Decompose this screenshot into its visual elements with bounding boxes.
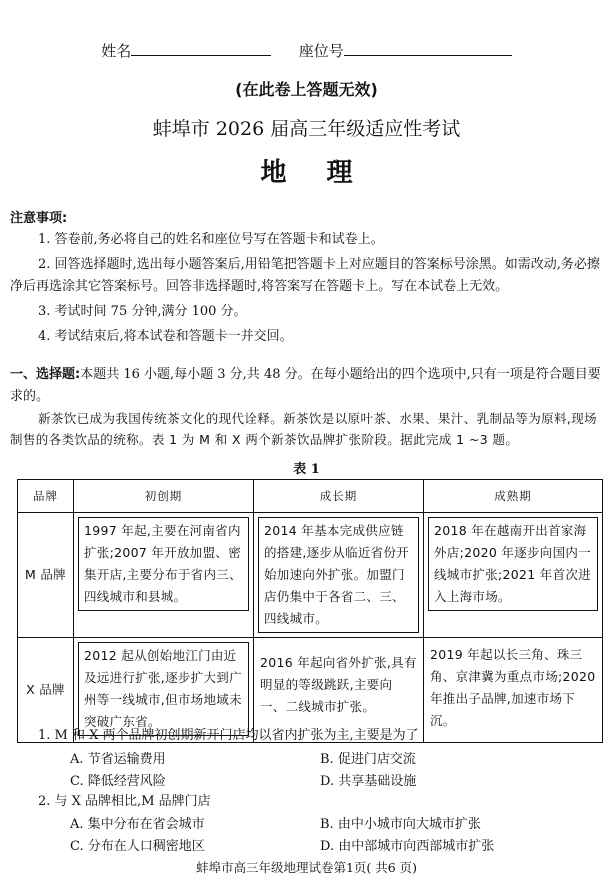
table-row xyxy=(18,513,603,638)
table-header: 品牌 xyxy=(18,480,74,513)
question-stem: 2. 与 X 品牌相比,M 品牌门店 xyxy=(38,794,211,809)
brand-cell: M 品牌 xyxy=(18,513,74,638)
cell-text: 1997 年起,主要在河南省内扩张;2007 年开放加盟、密集开店,主要分布于省内三、四线城市和县城。 xyxy=(78,517,249,611)
option-1c: C. 降低经营风险 xyxy=(70,774,166,789)
question-2 xyxy=(38,792,603,812)
material-text: 新茶饮已成为我国传统茶文化的现代诠释。新茶饮是以原叶茶、水果、果汁、乳制品等为原料,现场制售的各类饮品的统称。表 1 为 M 和 X 两个新茶饮品牌扩张阶段。据此完成 1 ~3 题。 xyxy=(10,411,598,447)
table-caption: 表 1 xyxy=(293,462,320,477)
brand-cell: X 品牌 xyxy=(18,638,74,743)
cell-text: 2014 年基本完成供应链的搭建,逐步从临近省份开始加速向外扩张。加盟门店仍集中于各省二、三、四线城市。 xyxy=(258,517,419,633)
cell-text: 2019 年起以长三角、珠三角、京津冀为重点市场;2020 年推出子品牌,加速市场下沉。 xyxy=(430,647,596,728)
expansion-table xyxy=(17,479,603,743)
notice-heading: 注意事项: xyxy=(10,211,68,226)
section-lead: 一、选择题: xyxy=(10,367,81,382)
option-2c: C. 分布在人口稠密地区 xyxy=(70,839,205,854)
notice-item: 2. 回答选择题时,选出每小题答案后,用铅笔把答题卡上对应题目的答案标号涂黑。如需改动,务必擦净后再选涂其它答案标号。回答非选择题时,将答案写在答题卡上。写在本试卷上无效。 xyxy=(10,257,600,294)
notice-list xyxy=(10,229,600,348)
option-2a: A. 集中分布在省会城市 xyxy=(70,817,205,832)
seat-label: 座位号 xyxy=(298,42,344,60)
cell-text: 2016 年起向省外扩张,具有明显的等级跳跃,主要向一、二线城市扩张。 xyxy=(260,655,417,714)
question-1 xyxy=(38,726,603,746)
invalid-note: (在此卷上答题无效) xyxy=(235,80,378,99)
name-blank xyxy=(131,41,271,56)
material-passage xyxy=(10,408,602,450)
name-label: 姓名 xyxy=(101,42,132,60)
option-2b: B. 由中小城市向大城市扩张 xyxy=(320,817,481,832)
section-text: 本题共 16 小题,每小题 3 分,共 48 分。在每小题给出的四个选项中,只有一项是符合题目要求的。 xyxy=(10,367,601,404)
table-header: 成长期 xyxy=(254,480,424,513)
table-cell xyxy=(424,513,603,638)
question-stem: 1. M 和 X 两个品牌初创期新开门店均以省内扩张为主,主要是为了 xyxy=(38,728,419,743)
table-header: 初创期 xyxy=(74,480,254,513)
name-seat-row xyxy=(0,40,613,61)
seat-blank xyxy=(344,41,512,56)
subject-title: 地理 xyxy=(260,158,393,188)
option-2d: D. 由中部城市向西部城市扩张 xyxy=(320,839,495,854)
table-cell xyxy=(254,513,424,638)
notice-item: 3. 考试时间 75 分钟,满分 100 分。 xyxy=(38,304,247,319)
page-footer: 蚌埠市高三年级地理试卷第1页( 共6 页) xyxy=(195,860,418,875)
notice-item: 1. 答卷前,务必将自己的姓名和座位号写在答题卡和试卷上。 xyxy=(38,232,384,247)
cell-text: 2012 起从创始地江门由近及远进行扩张,逐步扩大到广州等一线城市,但市场地域未突破广东省。 xyxy=(78,642,249,736)
table-header-row xyxy=(18,480,603,513)
exam-title: 蚌埠市 2026 届高三年级适应性考试 xyxy=(152,118,461,140)
option-1b: B. 促进门店交流 xyxy=(320,752,416,767)
option-1a: A. 节省运输费用 xyxy=(70,752,166,767)
table-header: 成熟期 xyxy=(424,480,603,513)
cell-text: 2018 年在越南开出首家海外店;2020 年逐步向国内一线城市扩张;2021 年首次进入上海市场。 xyxy=(428,517,598,611)
notice-item: 4. 考试结束后,将本试卷和答题卡一并交回。 xyxy=(38,329,293,344)
table-cell xyxy=(74,513,254,638)
section-instruction xyxy=(10,364,602,408)
option-1d: D. 共享基础设施 xyxy=(320,774,417,789)
